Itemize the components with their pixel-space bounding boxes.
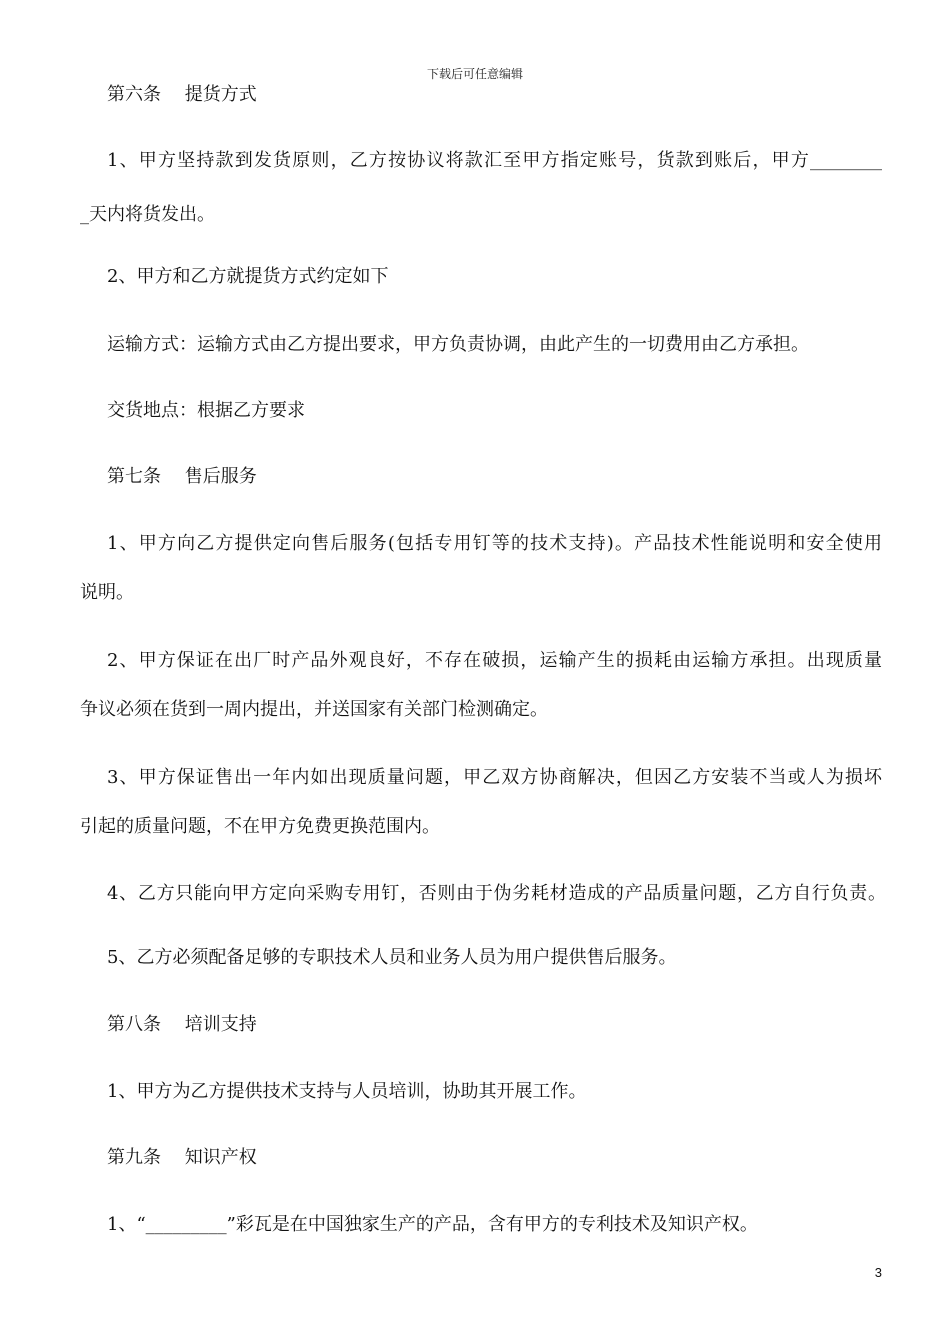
section-6-clause-2: 2、甲方和乙方就提货方式约定如下 xyxy=(107,266,389,287)
transport-method: 运输方式：运输方式由乙方提出要求，甲方负责协调，由此产生的一切费用由乙方承担。 xyxy=(107,334,809,355)
section-6-heading: 第六条 提货方式 xyxy=(107,84,257,105)
section-7-clause-3-line-1: 3、甲方保证售出一年内如出现质量问题，甲乙双方协商解决，但因乙方安装不当或人为损坏 xyxy=(107,767,882,788)
section-7-clause-1-line-1: 1、甲方向乙方提供定向售后服务(包括专用钉等的技术支持)。产品技术性能说明和安全使用 xyxy=(107,533,882,554)
section-9-heading: 第九条 知识产权 xyxy=(107,1147,257,1168)
section-6-clause-1-line-2: _天内将货发出。 xyxy=(80,204,215,225)
section-7-clause-2-line-1: 2、甲方保证在出厂时产品外观良好，不存在破损，运输产生的损耗由运输方承担。出现质量 xyxy=(107,650,882,671)
page-number: 3 xyxy=(874,1265,882,1280)
section-6-clause-1-line-1: 1、甲方坚持款到发货原则，乙方按协议将款汇至甲方指定账号，货款到账后，甲方________ xyxy=(107,150,882,171)
section-7-clause-4: 4、乙方只能向甲方定向采购专用钉，否则由于伪劣耗材造成的产品质量问题，乙方自行负责。 xyxy=(107,883,886,904)
section-7-heading: 第七条 售后服务 xyxy=(107,466,257,487)
section-9-clause-1: 1、“_________”彩瓦是在中国独家生产的产品，含有甲方的专利技术及知识产权。 xyxy=(107,1214,758,1235)
section-7-clause-3-line-2: 引起的质量问题，不在甲方免费更换范围内。 xyxy=(80,816,440,837)
section-7-clause-2-line-2: 争议必须在货到一周内提出，并送国家有关部门检测确定。 xyxy=(80,699,548,720)
section-8-heading: 第八条 培训支持 xyxy=(107,1014,257,1035)
header-note: 下载后可任意编辑 xyxy=(426,67,523,81)
delivery-location: 交货地点：根据乙方要求 xyxy=(107,400,305,421)
section-8-clause-1: 1、甲方为乙方提供技术支持与人员培训，协助其开展工作。 xyxy=(107,1081,587,1102)
section-7-clause-5: 5、乙方必须配备足够的专职技术人员和业务人员为用户提供售后服务。 xyxy=(107,947,677,968)
section-7-clause-1-line-2: 说明。 xyxy=(80,582,134,603)
